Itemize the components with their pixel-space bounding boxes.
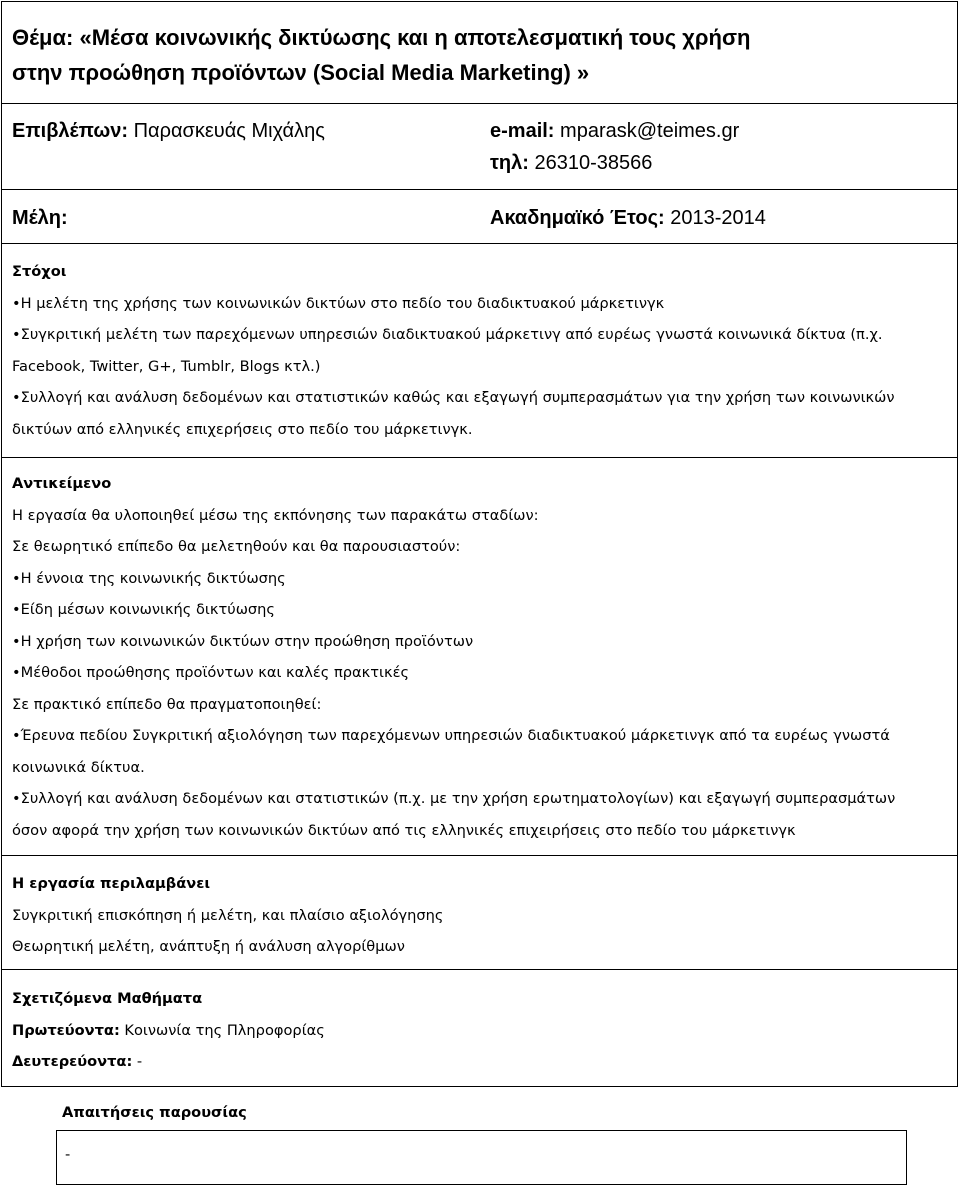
- theory-item: • Μέθοδοι προώθησης προϊόντων και καλές πρακτικές: [12, 657, 947, 689]
- divider: [1, 457, 958, 458]
- practice-item-cont: όσον αφορά την χρήση των κοινωνικών δικτύων από τις ελληνικές επιχειρήσεις στο πεδίο του μάρκετινγκ: [12, 821, 796, 839]
- secondary-value: -: [136, 1053, 143, 1070]
- attendance-label: Απαιτήσεις παρουσίας: [62, 1104, 247, 1121]
- phone-label: τηλ:: [490, 152, 529, 174]
- supervisor-label: Επιβλέπων:: [12, 120, 128, 142]
- goal-item: • Η μελέτη της χρήσης των κοινωνικών δικτύων στο πεδίο του διαδικτυακού μάρκετινγκ: [12, 288, 947, 320]
- page-title: [12, 20, 942, 90]
- supervisor: [12, 119, 325, 143]
- subject-heading: Αντικείμενο: [12, 475, 112, 492]
- includes-heading: Η εργασία περιλαμβάνει: [12, 875, 211, 892]
- members: [12, 206, 68, 230]
- practice-item: • Έρευνα πεδίου Συγκριτική αξιολόγηση των παρεχόμενων υπηρεσιών διαδικτυακού μάρκετινγκ από τα ευρέως γνωστά: [12, 720, 947, 752]
- includes-section: [12, 868, 947, 963]
- year-label: Ακαδημαϊκό Έτος:: [490, 207, 665, 229]
- courses-section: [12, 983, 947, 1078]
- phone: [490, 151, 652, 175]
- title-line: Θέμα: «Μέσα κοινωνικής δικτύωσης και η αποτελεσματική τους χρήση: [12, 25, 751, 50]
- divider: [1, 103, 958, 104]
- includes-item: Συγκριτική επισκόπηση ή μελέτη, και πλαίσιο αξιολόγησης: [12, 906, 444, 924]
- divider: [1, 189, 958, 190]
- practice-item-cont: κοινωνικά δίκτυα.: [12, 758, 145, 776]
- divider: [1, 243, 958, 244]
- practice-item: • Συλλογή και ανάλυση δεδομένων και στατιστικών (π.χ. με την χρήση ερωτηματολογίων) και εξαγωγή συμπερασμάτων: [12, 783, 947, 815]
- email-label: e-mail:: [490, 120, 555, 142]
- primary-value: Κοινωνία της Πληροφορίας: [124, 1021, 325, 1039]
- divider: [1, 855, 958, 856]
- goals-heading: Στόχοι: [12, 263, 67, 280]
- theory-item: • Είδη μέσων κοινωνικής δικτύωσης: [12, 594, 947, 626]
- email: [490, 119, 739, 143]
- attendance-box: [56, 1130, 907, 1185]
- primary-label: Πρωτεύοντα:: [12, 1021, 120, 1039]
- attendance-value: -: [65, 1146, 71, 1163]
- secondary-label: Δευτερεύοντα:: [12, 1053, 133, 1070]
- theory-intro: Σε θεωρητικό επίπεδο θα μελετηθούν και θα παρουσιαστούν:: [12, 538, 461, 555]
- academic-year: [490, 206, 766, 230]
- goal-item: • Συλλογή και ανάλυση δεδομένων και στατιστικών καθώς και εξαγωγή συμπερασμάτων για την χρήση των κοινωνικών: [12, 382, 947, 414]
- goals-section: [12, 256, 947, 445]
- email-value: mparask@teimes.gr: [560, 120, 740, 142]
- divider: [1, 969, 958, 970]
- year-value: 2013-2014: [670, 207, 766, 229]
- members-label: Μέλη:: [12, 207, 68, 229]
- subject-section: [12, 468, 947, 846]
- goal-item-cont: Facebook, Twitter, G+, Tumblr, Blogs κτλ.): [12, 357, 321, 375]
- phone-value: 26310-38566: [534, 152, 653, 174]
- title-line: στην προώθηση προϊόντων (Social Media Marketing) »: [12, 60, 590, 85]
- subject-intro: Η εργασία θα υλοποιηθεί μέσω της εκπόνησης των παρακάτω σταδίων:: [12, 506, 539, 524]
- supervisor-value: Παρασκευάς Μιχάλης: [133, 120, 325, 142]
- theory-item: • Η χρήση των κοινωνικών δικτύων στην προώθηση προϊόντων: [12, 626, 947, 658]
- goal-item: • Συγκριτική μελέτη των παρεχόμενων υπηρεσιών διαδικτυακού μάρκετινγ από ευρέως γνωστά κοινωνικά δίκτυα (π.χ.: [12, 319, 947, 351]
- courses-heading: Σχετιζόμενα Μαθήματα: [12, 990, 203, 1007]
- includes-item: Θεωρητική μελέτη, ανάπτυξη ή ανάλυση αλγορίθμων: [12, 938, 405, 955]
- practice-intro: Σε πρακτικό επίπεδο θα πραγματοποιηθεί:: [12, 695, 322, 713]
- goal-item-cont: δικτύων από ελληνικές επιχερήσεις στο πεδίο του μάρκετινγκ.: [12, 420, 473, 438]
- theory-item: • Η έννοια της κοινωνικής δικτύωσης: [12, 563, 947, 595]
